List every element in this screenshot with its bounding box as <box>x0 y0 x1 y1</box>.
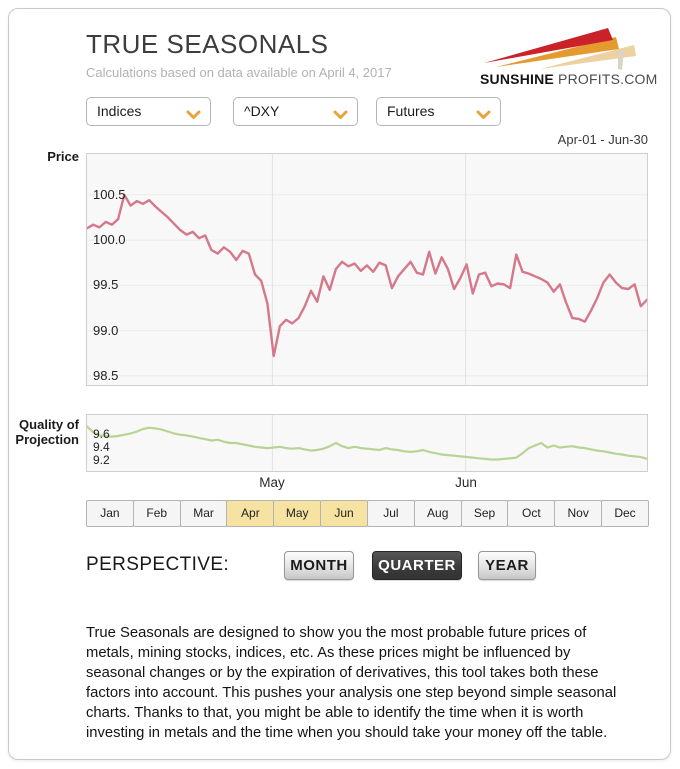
dropdown-instrument-value: Futures <box>387 103 435 119</box>
month-button-apr[interactable]: Apr <box>226 500 274 527</box>
brand-text-light: PROFITS.COM <box>558 71 658 87</box>
month-button-dec[interactable]: Dec <box>601 500 649 527</box>
perspective-quarter-button[interactable]: QUARTER <box>372 551 462 580</box>
perspective-label: PERSPECTIVE: <box>86 554 230 575</box>
y-axis-tick: 9.4 <box>93 440 110 455</box>
y-axis-tick: 9.6 <box>93 427 110 442</box>
dropdown-category[interactable] <box>86 97 211 126</box>
brand-text <box>480 71 658 87</box>
month-button-may[interactable]: May <box>273 500 321 527</box>
month-button-jun[interactable]: Jun <box>320 500 368 527</box>
quality-chart <box>86 414 648 472</box>
month-button-mar[interactable]: Mar <box>180 500 228 527</box>
month-button-jan[interactable]: Jan <box>86 500 134 527</box>
month-button-jul[interactable]: Jul <box>367 500 415 527</box>
x-axis-label-may: May <box>259 475 285 490</box>
chevron-down-icon <box>186 107 201 117</box>
description-text: True Seasonals are designed to show you the most probable future prices of metals, mining stocks, indices, etc. As these prices might be influenced by seasonal changes or by the expiration of derivatives, this tool takes both these factors into account. This pushes your analysis one step beyond simple seasonal charts. Thanks to that, you might be able to identify the time when it is worth investing in metals and the time when you should take your money off the table. <box>86 625 617 741</box>
dropdown-instrument[interactable] <box>376 97 501 126</box>
dropdown-ticker-value: ^DXY <box>244 103 280 119</box>
month-button-nov[interactable]: Nov <box>554 500 602 527</box>
month-button-sep[interactable]: Sep <box>461 500 509 527</box>
y-axis-tick: 100.5 <box>93 186 126 202</box>
chevron-down-icon <box>333 107 348 117</box>
y-axis-tick: 9.2 <box>93 452 110 467</box>
date-range-label: Apr-01 - Jun-30 <box>557 132 648 147</box>
month-button-feb[interactable]: Feb <box>133 500 181 527</box>
brand-logo <box>480 27 658 89</box>
page-subtitle: Calculations based on data available on April 4, 2017 <box>86 65 392 80</box>
month-button-oct[interactable]: Oct <box>507 500 555 527</box>
month-row <box>86 500 648 527</box>
y-axis-tick: 99.0 <box>93 322 119 338</box>
dropdown-category-value: Indices <box>97 103 142 119</box>
app-card <box>8 8 671 760</box>
y-axis-tick: 99.5 <box>93 277 119 293</box>
page-title: TRUE SEASONALS <box>86 29 329 59</box>
quality-chart-title: Quality of Projection <box>15 417 79 447</box>
perspective-year-button[interactable]: YEAR <box>478 551 536 580</box>
dropdown-ticker[interactable] <box>233 97 358 126</box>
y-axis-tick: 98.5 <box>93 367 119 383</box>
month-button-aug[interactable]: Aug <box>414 500 462 527</box>
price-chart <box>86 153 648 386</box>
chevron-down-icon <box>476 107 491 117</box>
perspective-month-button[interactable]: MONTH <box>284 551 354 580</box>
y-axis-tick: 100.0 <box>93 232 126 248</box>
brand-text-bold: SUNSHINE <box>480 71 554 87</box>
price-chart-title: Price <box>47 149 79 164</box>
x-axis-label-jun: Jun <box>455 475 477 490</box>
